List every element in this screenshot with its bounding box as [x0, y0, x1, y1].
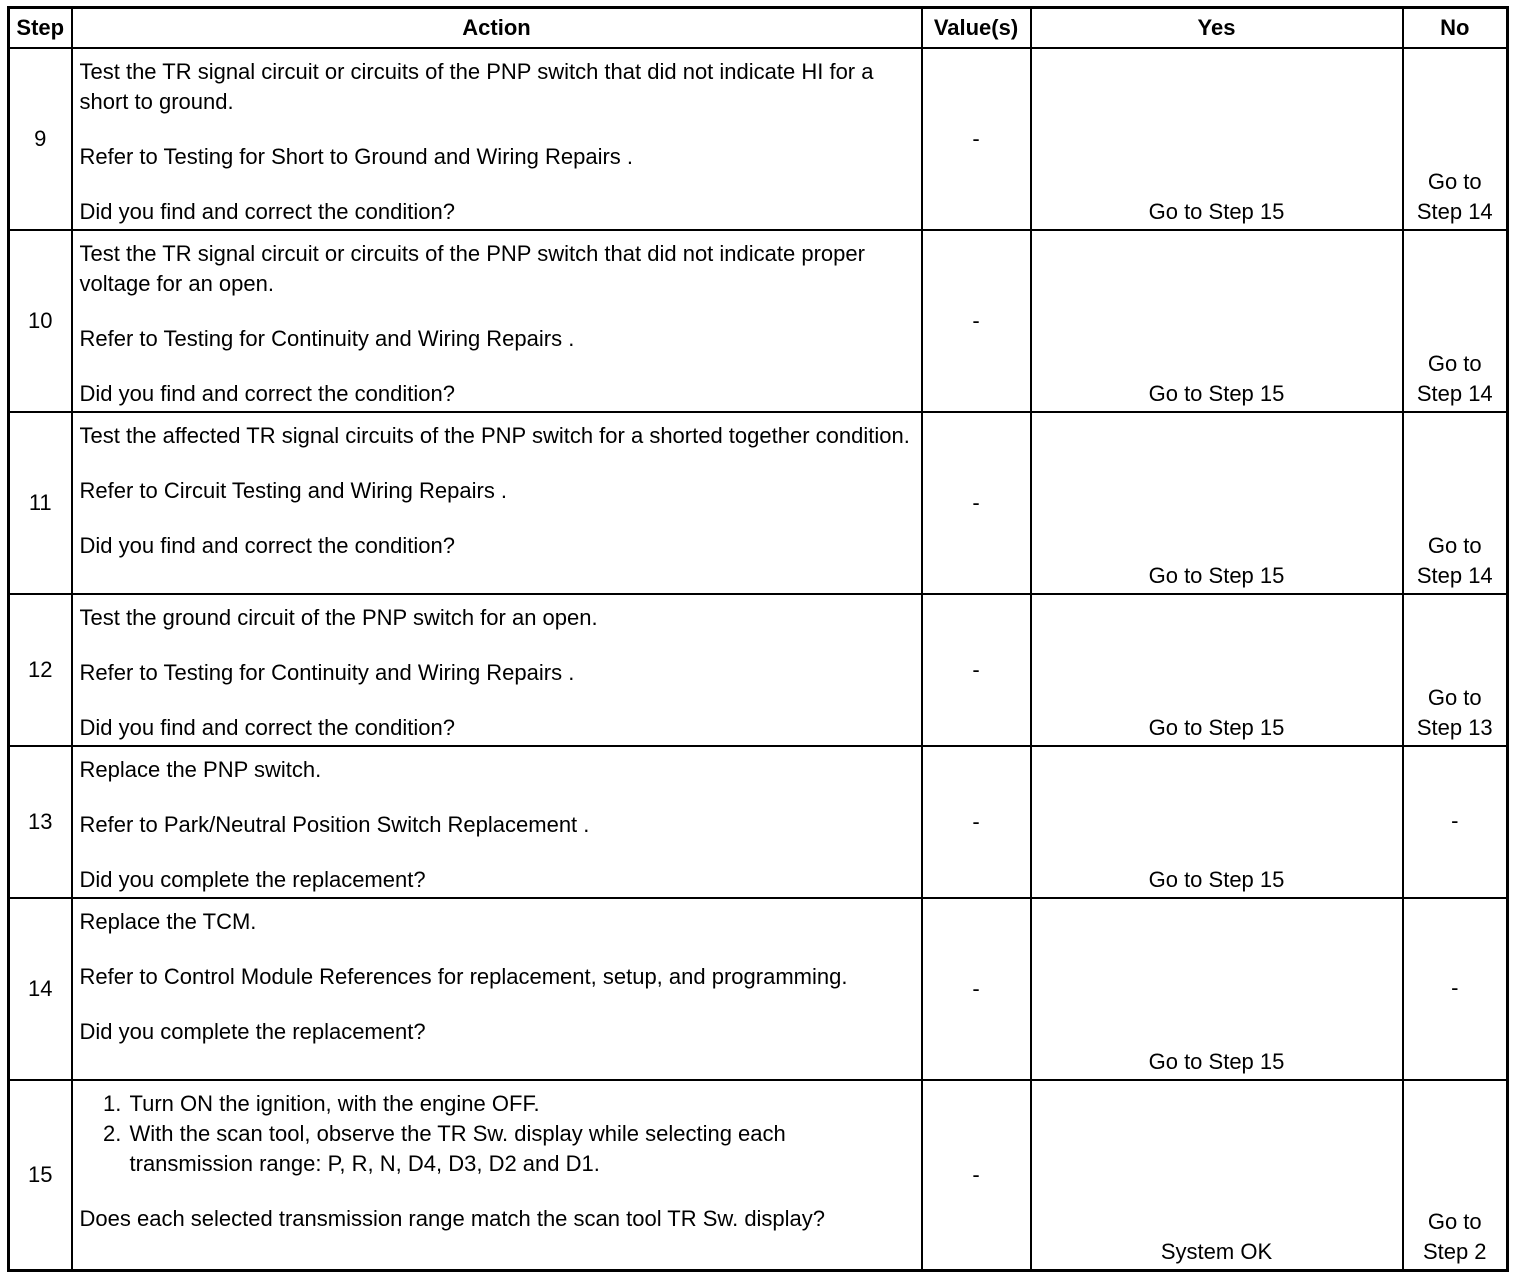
value-cell: - [922, 746, 1031, 898]
no-cell: - [1403, 746, 1508, 898]
action-cell [72, 48, 922, 230]
no-cell: Go to Step 2 [1403, 1080, 1508, 1270]
step-number: 15 [9, 1080, 72, 1270]
value-cell: - [922, 48, 1031, 230]
yes-cell: Go to Step 15 [1031, 594, 1403, 746]
yes-cell: Go to Step 15 [1031, 746, 1403, 898]
value-cell: - [922, 412, 1031, 594]
action-cell [72, 412, 922, 594]
yes-cell: Go to Step 15 [1031, 48, 1403, 230]
action-question: Did you complete the replacement? [79, 867, 426, 892]
action-cell [72, 230, 922, 412]
action-instruction: Test the affected TR signal circuits of the PNP switch for a shorted together condition. [79, 423, 910, 448]
no-cell: - [1403, 898, 1508, 1080]
step-number: 14 [9, 898, 72, 1080]
action-list-item: 2. With the scan tool, observe the TR Sw. display while selecting each transmission range: P, R, N, D4, D3, D2 and D1. [128, 1119, 915, 1179]
action-step-list [80, 1089, 915, 1179]
action-instruction: Test the TR signal circuit or circuits of the PNP switch that did not indicate HI for a short to ground. [79, 59, 874, 114]
table-row [9, 48, 1508, 230]
yes-cell: Go to Step 15 [1031, 230, 1403, 412]
action-reference: Refer to Testing for Continuity and Wiring Repairs . [79, 326, 575, 351]
action-question: Did you find and correct the condition? [79, 533, 455, 558]
action-cell [72, 746, 922, 898]
step-number: 13 [9, 746, 72, 898]
step-number: 9 [9, 48, 72, 230]
action-list-item: 1. Turn ON the ignition, with the engine OFF. [128, 1089, 915, 1119]
action-question: Did you find and correct the condition? [79, 381, 455, 406]
yes-cell: Go to Step 15 [1031, 898, 1403, 1080]
action-question: Did you find and correct the condition? [79, 715, 455, 740]
header-no: No [1403, 8, 1508, 49]
no-cell: Go to Step 13 [1403, 594, 1508, 746]
action-question: Does each selected transmission range match the scan tool TR Sw. display? [79, 1206, 826, 1231]
header-yes: Yes [1031, 8, 1403, 49]
action-reference: Refer to Control Module References for replacement, setup, and programming. [79, 964, 848, 989]
header-row [9, 8, 1508, 49]
yes-cell: Go to Step 15 [1031, 412, 1403, 594]
action-instruction: Test the TR signal circuit or circuits of the PNP switch that did not indicate proper voltage for an open. [79, 241, 865, 296]
step-number: 12 [9, 594, 72, 746]
no-cell: Go to Step 14 [1403, 48, 1508, 230]
action-question: Did you complete the replacement? [79, 1019, 426, 1044]
action-instruction: Test the ground circuit of the PNP switch for an open. [79, 605, 598, 630]
action-instruction: Replace the PNP switch. [79, 757, 322, 782]
action-instruction: Replace the TCM. [79, 909, 257, 934]
table-row [9, 594, 1508, 746]
table-row [9, 898, 1508, 1080]
header-action: Action [72, 8, 922, 49]
no-cell: Go to Step 14 [1403, 412, 1508, 594]
step-number: 11 [9, 412, 72, 594]
value-cell: - [922, 1080, 1031, 1270]
action-reference: Refer to Testing for Short to Ground and Wiring Repairs . [79, 144, 634, 169]
action-cell [72, 898, 922, 1080]
no-cell: Go to Step 14 [1403, 230, 1508, 412]
action-question: Did you find and correct the condition? [79, 199, 455, 224]
value-cell: - [922, 898, 1031, 1080]
header-step: Step [9, 8, 72, 49]
table-row [9, 412, 1508, 594]
step-number: 10 [9, 230, 72, 412]
table-row [9, 746, 1508, 898]
yes-cell: System OK [1031, 1080, 1403, 1270]
header-values: Value(s) [922, 8, 1031, 49]
action-reference: Refer to Testing for Continuity and Wiring Repairs . [79, 660, 575, 685]
diagnostic-table [7, 6, 1509, 1272]
value-cell: - [922, 230, 1031, 412]
table-row [9, 230, 1508, 412]
value-cell: - [922, 594, 1031, 746]
action-cell [72, 594, 922, 746]
table-row [9, 1080, 1508, 1270]
action-reference: Refer to Circuit Testing and Wiring Repairs . [79, 478, 508, 503]
action-cell [72, 1080, 922, 1270]
action-reference: Refer to Park/Neutral Position Switch Replacement . [79, 812, 590, 837]
